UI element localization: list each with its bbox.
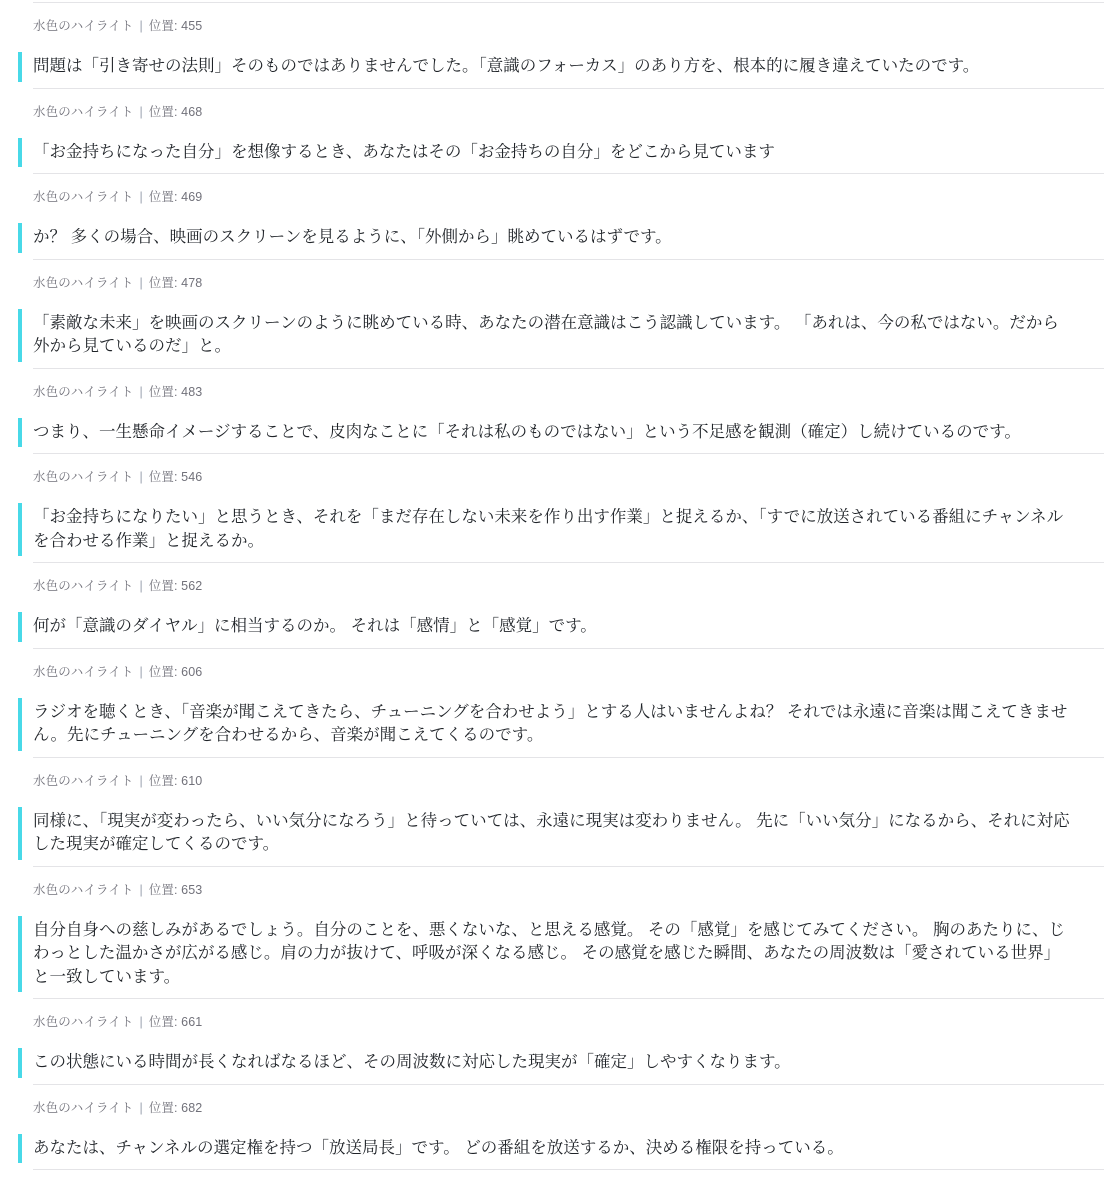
entry-divider: [33, 453, 1104, 454]
highlight-type-label: 水色のハイライト: [33, 773, 134, 788]
top-divider: [33, 2, 1104, 3]
entry-divider: [33, 757, 1104, 758]
highlight-type-label: 水色のハイライト: [33, 190, 134, 204]
highlight-meta: [33, 18, 1104, 35]
highlight-text: つまり、一生懸命イメージすることで、皮肉なことに「それは私のものではない」という不足感を観測（確定）し続けているのです。: [18, 418, 1104, 448]
highlight-type-label: 水色のハイライト: [33, 275, 134, 290]
highlight-type-label: 水色のハイライト: [33, 384, 134, 399]
highlight-type-label: 水色のハイライト: [33, 470, 134, 484]
entry-divider: [33, 1084, 1104, 1085]
highlight-position-label: 位置: 478: [148, 275, 203, 290]
highlights-page: [0, 2, 1104, 1170]
highlight-position-label: 位置: 455: [148, 19, 203, 33]
highlight-entry: [18, 1100, 1104, 1171]
highlight-meta: [33, 104, 1104, 121]
highlight-meta: [33, 773, 1104, 790]
highlight-type-label: 水色のハイライト: [33, 579, 134, 593]
highlight-meta: [33, 384, 1104, 401]
entry-divider: [33, 88, 1104, 89]
meta-separator: |: [139, 882, 143, 897]
highlight-meta: [33, 882, 1104, 899]
entry-divider: [33, 866, 1104, 867]
meta-separator: |: [139, 579, 143, 593]
highlight-text: 「お金持ちになった自分」を想像するとき、あなたはその「お金持ちの自分」をどこから見ています: [18, 138, 1104, 168]
entry-divider: [33, 998, 1104, 999]
highlight-entry: [18, 664, 1104, 758]
highlight-position-label: 位置: 661: [148, 1015, 203, 1029]
highlight-type-label: 水色のハイライト: [33, 882, 134, 897]
meta-separator: |: [139, 664, 143, 679]
highlight-position-label: 位置: 653: [148, 882, 203, 897]
meta-separator: |: [139, 104, 143, 119]
meta-separator: |: [139, 470, 143, 484]
highlight-entry: [18, 882, 1104, 1000]
highlight-text: 「お金持ちになりたい」と思うとき、それを「まだ存在しない未来を作り出す作業」と捉えるか、「すでに放送されている番組にチャンネルを合わせる作業」と捉えるか。: [18, 503, 1104, 556]
highlight-position-label: 位置: 546: [148, 470, 203, 484]
highlight-type-label: 水色のハイライト: [33, 1015, 134, 1029]
highlight-type-label: 水色のハイライト: [33, 19, 134, 33]
highlight-position-label: 位置: 468: [148, 104, 203, 119]
highlight-text: か？ 多くの場合、映画のスクリーンを見るように、「外側から」眺めているはずです。: [18, 223, 1104, 253]
meta-separator: |: [139, 773, 143, 788]
meta-separator: |: [139, 1015, 143, 1029]
meta-separator: |: [139, 384, 143, 399]
highlight-meta: [33, 578, 1104, 595]
highlight-type-label: 水色のハイライト: [33, 1100, 134, 1115]
meta-separator: |: [139, 19, 143, 33]
highlight-entry: [18, 104, 1104, 175]
highlight-entry: [18, 1014, 1104, 1085]
entry-divider: [33, 648, 1104, 649]
highlight-text: ラジオを聴くとき、「音楽が聞こえてきたら、チューニングを合わせよう」とする人はいませんよね？ それでは永遠に音楽は聞こえてきません。先にチューニングを合わせるから、音楽が聞こえてくるのです。: [18, 698, 1104, 751]
entry-divider: [33, 259, 1104, 260]
highlight-text: 問題は「引き寄せの法則」そのものではありませんでした。「意識のフォーカス」のあり方を、根本的に履き違えていたのです。: [18, 52, 1104, 82]
meta-separator: |: [139, 275, 143, 290]
highlight-position-label: 位置: 610: [148, 773, 203, 788]
highlight-position-label: 位置: 682: [148, 1100, 203, 1115]
highlight-meta: [33, 189, 1104, 206]
meta-separator: |: [139, 190, 143, 204]
highlight-meta: [33, 664, 1104, 681]
highlight-meta: [33, 1014, 1104, 1031]
highlight-text: この状態にいる時間が長くなればなるほど、その周波数に対応した現実が「確定」しやすくなります。: [18, 1048, 1104, 1078]
highlight-entry: [18, 275, 1104, 369]
highlight-text: 同様に、「現実が変わったら、いい気分になろう」と待っていては、永遠に現実は変わりません。 先に「いい気分」になるから、それに対応した現実が確定してくるのです。: [18, 807, 1104, 860]
highlight-type-label: 水色のハイライト: [33, 104, 134, 119]
highlight-meta: [33, 1100, 1104, 1117]
highlight-position-label: 位置: 606: [148, 664, 203, 679]
highlight-meta: [33, 275, 1104, 292]
meta-separator: |: [139, 1100, 143, 1115]
entry-divider: [33, 173, 1104, 174]
highlight-entry: [18, 578, 1104, 649]
highlight-meta: [33, 469, 1104, 486]
highlight-position-label: 位置: 469: [148, 190, 203, 204]
highlight-text: あなたは、チャンネルの選定権を持つ「放送局長」です。 どの番組を放送するか、決める権限を持っている。: [18, 1134, 1104, 1164]
highlight-position-label: 位置: 483: [148, 384, 203, 399]
highlight-type-label: 水色のハイライト: [33, 664, 134, 679]
highlight-entry: [18, 773, 1104, 867]
entry-divider: [33, 562, 1104, 563]
highlight-text: 自分自身への慈しみがあるでしょう。自分のことを、悪くないな、と思える感覚。 その「感覚」を感じてみてください。 胸のあたりに、じわっとした温かさが広がる感じ。肩の力が抜けて、呼吸が深くなる感じ。 その感覚を感じた瞬間、あなたの周波数は「愛されている世界」と一致しています。: [18, 916, 1104, 993]
highlight-entry: [18, 189, 1104, 260]
highlight-entry: [18, 18, 1104, 89]
highlight-text: 何が「意識のダイヤル」に相当するのか。 それは「感情」と「感覚」です。: [18, 612, 1104, 642]
entry-divider: [33, 1169, 1104, 1170]
highlight-entry: [18, 469, 1104, 563]
entry-divider: [33, 368, 1104, 369]
highlights-list: [18, 18, 1104, 1170]
highlight-position-label: 位置: 562: [148, 579, 203, 593]
highlight-text: 「素敵な未来」を映画のスクリーンのように眺めている時、あなたの潜在意識はこう認識しています。 「あれは、今の私ではない。だから外から見ているのだ」と。: [18, 309, 1104, 362]
highlight-entry: [18, 384, 1104, 455]
